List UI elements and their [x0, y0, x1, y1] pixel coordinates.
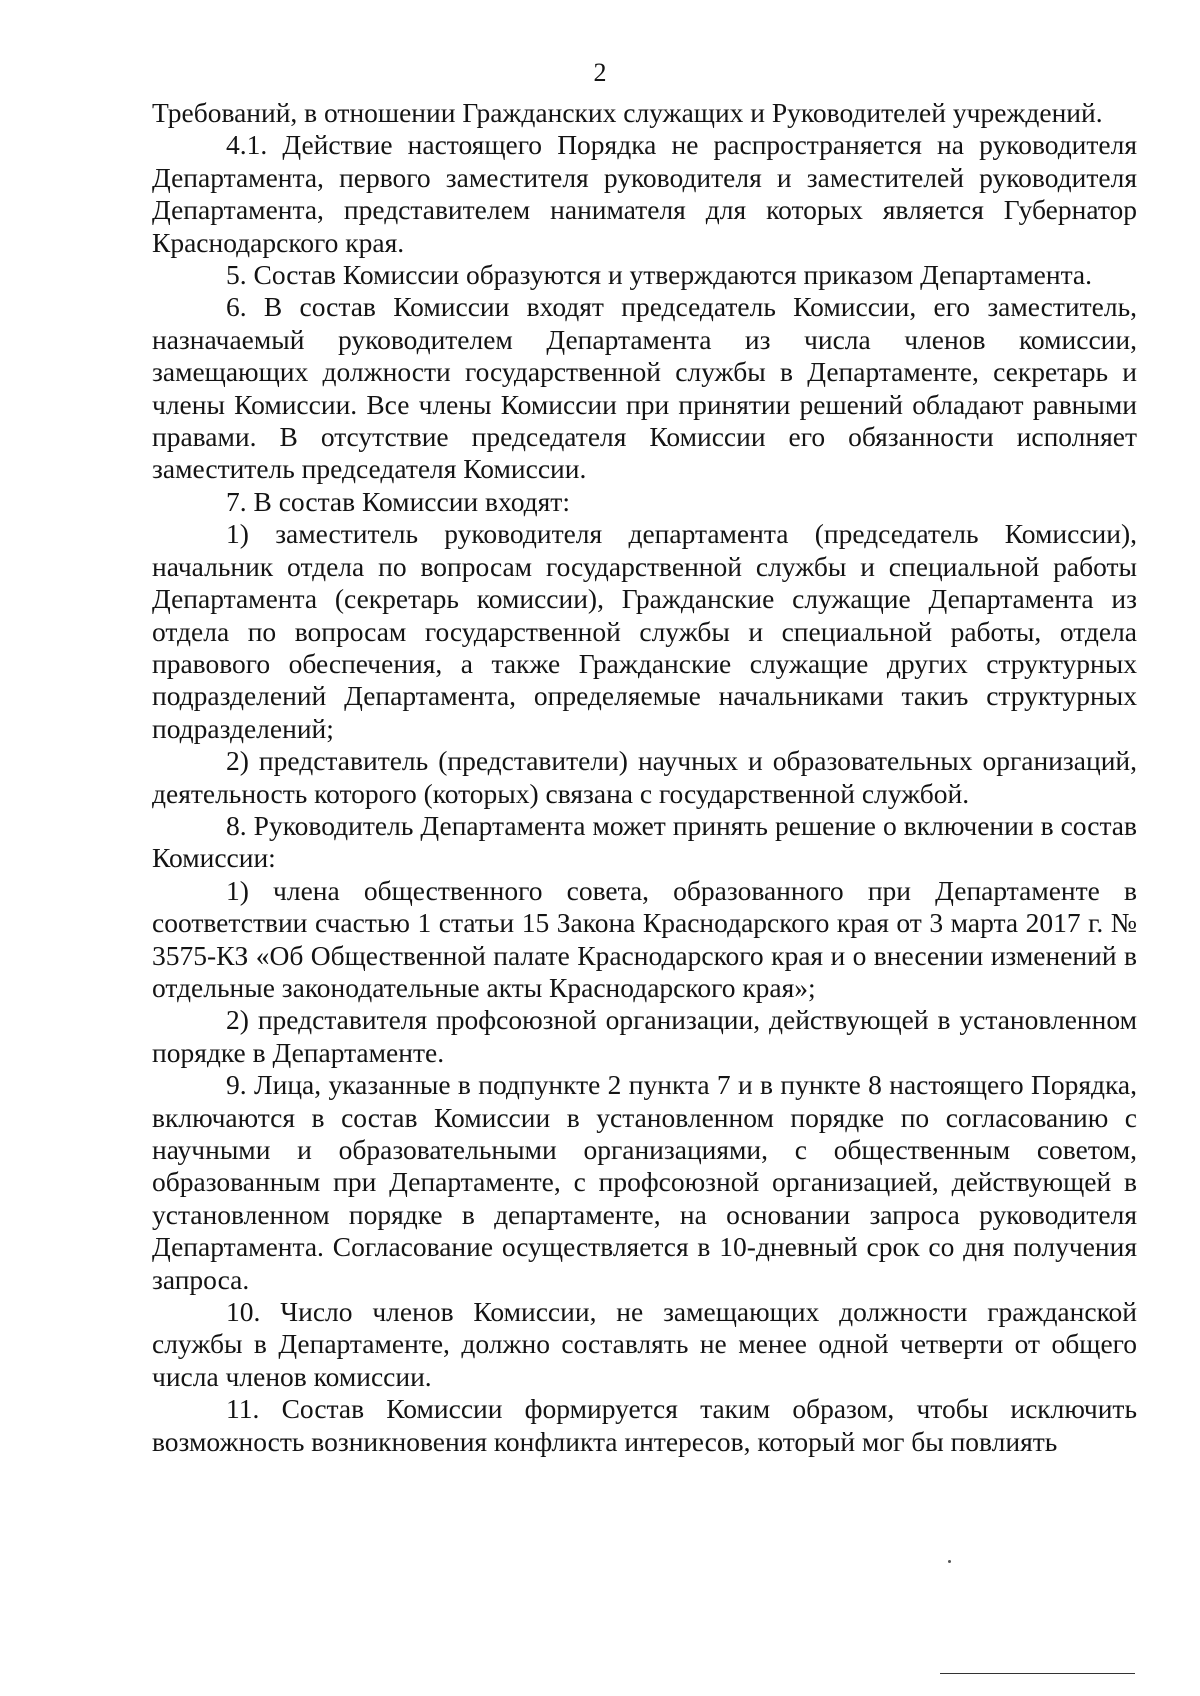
bottom-rule-line	[940, 1673, 1135, 1674]
paragraph-6: 6. В состав Комиссии входят председатель Комиссии, его заместитель, назначаемый руководителем Департамента из числа членов комиссии, замещающих должности государственной службы в Департаменте, секретарь и члены Комиссии. Все члены Комиссии при принятии решений обладают равными правами. В отсутствие председателя Комиссии его обязанности исполняет заместитель председателя Комиссии.	[152, 291, 1137, 485]
paragraph-8-item-1: 1) члена общественного совета, образованного при Департаменте в соответствии счастью 1 статьи 15 Закона Краснодарского края от 3 марта 2017 г. № 3575-КЗ «Об Общественной палате Краснодарского края и о внесении изменений в отдельные законодательные акты Краснодарского края»;	[152, 874, 1137, 1003]
page-number: 2	[593, 58, 607, 87]
paragraph-10: 10. Число членов Комиссии, не замещающих должности гражданской службы в Департаменте, должно составлять не менее одной четверти от общего числа членов комиссии.	[152, 1296, 1137, 1392]
paragraph-5: 5. Состав Комиссии образуются и утверждаются приказом Департамента.	[226, 259, 1093, 291]
paragraph-4-1: 4.1. Действие настоящего Порядка не распространяется на руководителя Департамента, первого заместителя руководителя и заместителей руководителя Департамента, представителем нанимателя для которых является Губернатор Краснодарского края.	[152, 129, 1137, 258]
paragraph-9: 9. Лица, указанные в подпункте 2 пункта 7 и в пункте 8 настоящего Порядка, включаются в состав Комиссии в установленном порядке по согласованию с научными и образовательными организациями, с общественным советом, образованным при Департаменте, с профсоюзной организацией, действующей в установленном порядке в департаменте, на основании запроса руководителя Департамента. Согласование осуществляется в 10-дневный срок со дня получения запроса.	[152, 1069, 1137, 1295]
document-body	[152, 97, 1137, 1458]
paragraph-11: 11. Состав Комиссии формируется таким образом, чтобы исключить возможность возникновения конфликта интересов, который мог бы повлиять	[152, 1393, 1137, 1457]
paragraph-7-item-1: 1) заместитель руководителя департамента (председатель Комиссии), начальник отдела по вопросам государственной службы и специальной работы Департамента (секретарь комиссии), Гражданские служащие Департамента из отдела по вопросам государственной службы и специальной работы, отдела правового обеспечения, а также Гражданские служащие других структурных подразделений Департамента, определяемые начальниками такиъ структурных подразделений;	[152, 518, 1137, 744]
paragraph-8: 8. Руководитель Департамента может принять решение о включении в состав Комиссии:	[152, 809, 1137, 874]
paragraph-continuation: Требований, в отношении Гражданских служащих и Руководителей учреждений.	[152, 97, 1103, 128]
paragraph-8-item-2: 2) представителя профсоюзной организации, действующей в установленном порядке в Департаменте.	[152, 1004, 1137, 1068]
paragraph-7-item-2: 2) представитель (представители) научных и образовательных организаций, деятельность которого (которых) связана с государственной службой.	[152, 745, 1137, 809]
scan-dot-mark	[948, 1560, 951, 1563]
paragraph-7: 7. В состав Комиссии входят:	[226, 485, 570, 517]
